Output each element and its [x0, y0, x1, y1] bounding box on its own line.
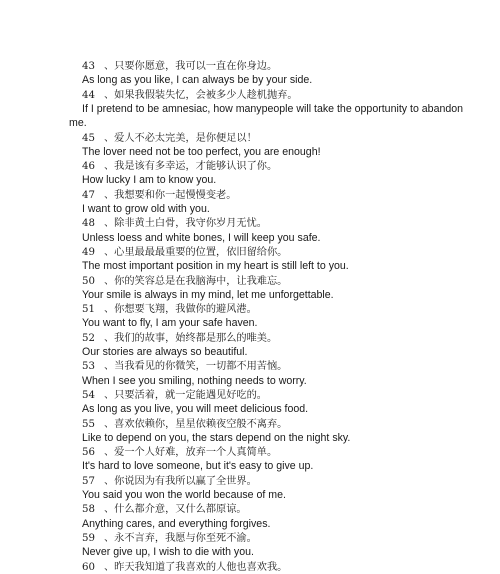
entry-zh-line [82, 532, 492, 545]
entry-number: 55 [82, 418, 95, 430]
entry-en-text: You want to fly, I am your safe haven. [82, 317, 258, 330]
entry-zh-text: 、只要活着，就一定能遇见好吃的。 [104, 389, 267, 401]
entry-zh-text: 、只要你愿意，我可以一直在你身边。 [104, 61, 278, 72]
entry-zh-text: 、昨天我知道了我喜欢的人他也喜欢我。 [104, 561, 288, 573]
entry-number: 49 [82, 246, 95, 258]
entry-number: 43 [82, 61, 95, 72]
entry-en-text: When I see you smiling, nothing needs to worry. [82, 374, 307, 387]
entry-zh-text: 、我们的故事，始终都是那么的唯美。 [104, 332, 278, 344]
entry-zh-line [82, 89, 492, 102]
entry-zh-line [82, 60, 492, 73]
entry-en-continuation: me. [69, 117, 87, 130]
entry-en-text: Our stories are always so beautiful. [82, 346, 248, 358]
entry-en-text: Unless loess and white bones, I will keep you safe. [82, 231, 321, 244]
entry-zh-text: 、你的笑容总是在我脑海中，让我难忘。 [104, 275, 288, 287]
entry-en-text: Your smile is always in my mind, let me unforgettable. [82, 288, 334, 301]
entry-zh-text: 、心里最最最重要的位置，依旧留给你。 [104, 246, 288, 258]
entry-number: 52 [82, 332, 95, 344]
entry-en-text: Never give up, I wish to die with you. [82, 546, 254, 559]
entry-number: 59 [82, 532, 95, 544]
entry-number: 53 [82, 361, 95, 373]
entry-zh-line [82, 189, 492, 202]
entry-zh-text: 、你说因为有我所以赢了全世界。 [104, 475, 257, 487]
entry-number: 54 [82, 389, 95, 401]
entry-number: 58 [82, 504, 95, 516]
entry-number: 50 [82, 275, 95, 287]
entry-zh-line [82, 275, 492, 288]
entry-zh-line [82, 303, 492, 316]
entry-en-text: As long as you live, you will meet delicious food. [82, 403, 309, 416]
entry-number: 47 [82, 189, 95, 201]
entry-number: 57 [82, 475, 95, 487]
entry-zh-line [82, 418, 492, 431]
entry-number: 60 [82, 561, 95, 573]
entry-zh-line [82, 389, 492, 402]
entry-zh-text: 、喜欢依赖你，星星依赖夜空般不离弃。 [104, 418, 288, 430]
entry-en-text: If I pretend to be amnesiac, how manypeople will take the opportunity to abandon [82, 102, 464, 115]
entry-en-text: You said you won the world because of me. [82, 489, 286, 501]
entry-en-text: Like to depend on you, the stars depend on the night sky. [82, 431, 351, 444]
entry-zh-text: 、你想要飞翔，我做你的避风港。 [104, 304, 257, 316]
entry-en-text: How lucky I am to know you. [82, 174, 217, 187]
entry-zh-line [82, 332, 492, 345]
entry-number: 44 [82, 89, 95, 101]
entry-en-text: As long as you like, I can always be by your side. [82, 74, 313, 87]
entry-en-text: The most important position in my heart is still left to you. [82, 260, 349, 273]
entry-zh-line [82, 217, 492, 230]
entry-zh-text: 、如果我假装失忆，会被多少人趁机抛弃。 [104, 89, 298, 101]
entry-zh-text: 、什么都介意，又什么都原谅。 [104, 504, 247, 516]
entry-zh-line [82, 132, 492, 145]
entry-zh-line [82, 503, 492, 516]
entry-number: 45 [82, 132, 95, 144]
entry-number: 48 [82, 218, 95, 230]
entry-en-text: Anything cares, and everything forgives. [82, 517, 271, 530]
entry-number: 46 [82, 161, 95, 173]
entry-zh-text: 、永不言弃，我愿与你至死不渝。 [104, 532, 257, 544]
entry-zh-text: 、爱一个人好难，放弃一个人真简单。 [104, 447, 278, 459]
entry-zh-text: 、爱人不必太完美，是你便足以！ [104, 132, 257, 144]
entry-en-text: It's hard to love someone, but it's easy to give up. [82, 460, 314, 473]
entry-en-text: The lover need not be too perfect, you are enough! [82, 145, 321, 158]
entry-zh-line [82, 446, 492, 459]
entry-number: 56 [82, 447, 95, 459]
entry-zh-line [82, 360, 492, 373]
entry-zh-text: 、我想要和你一起慢慢变老。 [104, 189, 237, 201]
entry-zh-text: 、当我看见的你微笑，一切都不用苦恼。 [104, 361, 288, 373]
entry-zh-line [82, 246, 492, 259]
entry-zh-line [82, 160, 492, 173]
entry-zh-line [82, 561, 492, 574]
entry-zh-text: 、我是该有多幸运，才能够认识了你。 [104, 161, 278, 173]
entry-zh-text: 、除非黄土白骨，我守你岁月无忧。 [104, 218, 267, 230]
entry-number: 51 [82, 304, 95, 316]
entry-zh-line [82, 475, 492, 488]
entry-en-text: I want to grow old with you. [82, 203, 210, 215]
